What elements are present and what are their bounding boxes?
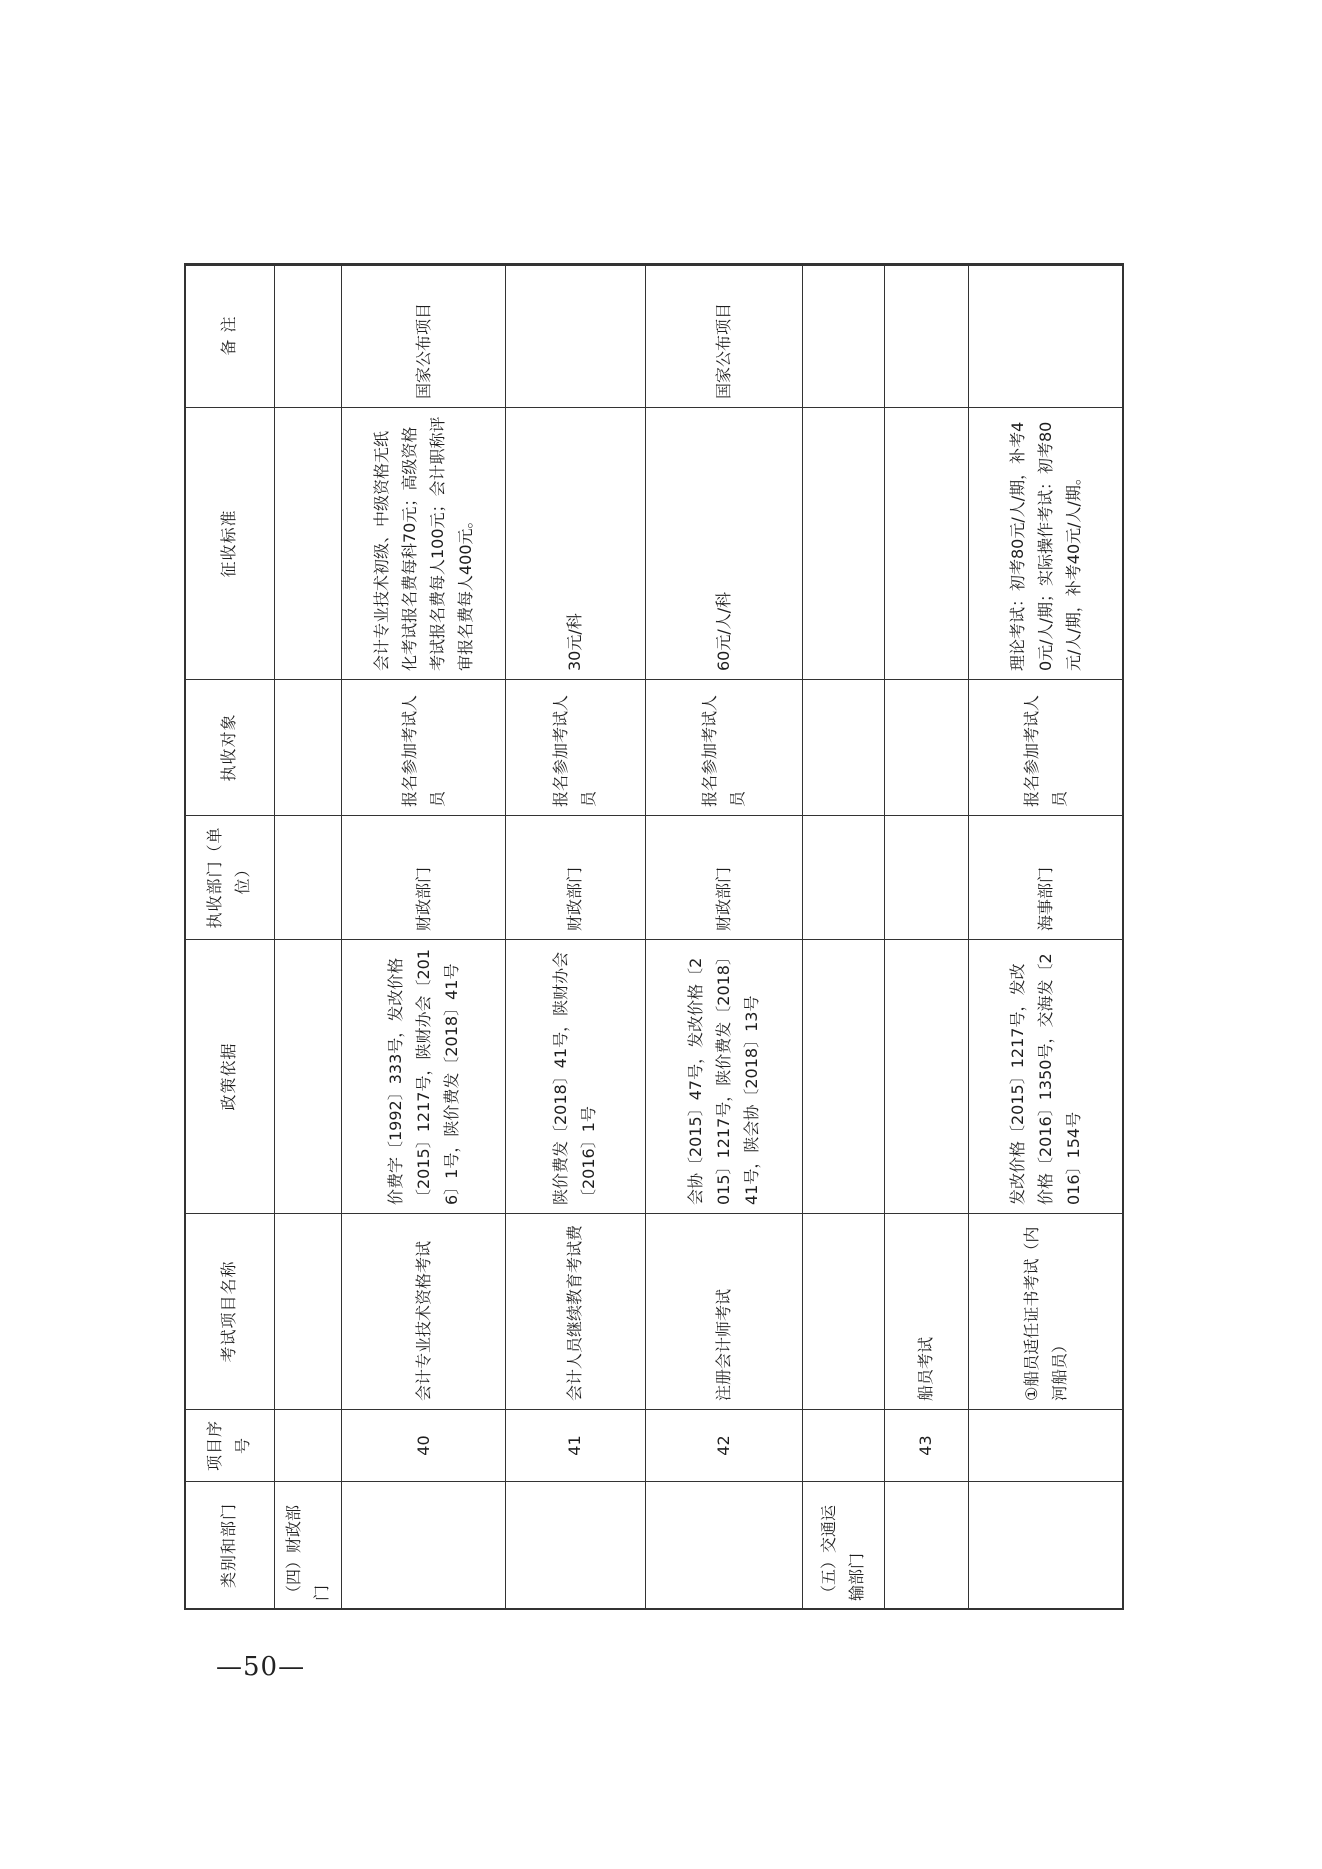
header-seq: 项目序号 xyxy=(185,1410,275,1482)
cell-target xyxy=(884,680,968,816)
table-row-42 xyxy=(645,264,802,1610)
cell-remark: 国家公布项目 xyxy=(645,264,802,408)
cell-dept xyxy=(884,816,968,940)
cell-category xyxy=(645,1482,802,1610)
cell-category xyxy=(968,1482,1123,1610)
header-category: 类别和部门 xyxy=(185,1482,275,1610)
cell-name: 会计专业技术资格考试 xyxy=(342,1214,506,1410)
cell-dept xyxy=(274,816,342,940)
exam-fee-table xyxy=(184,263,1124,1610)
cell-standard: 理论考试：初考80元/人/期，补考40元/人/期；实际操作考试：初考80元/人/期，补考40元/人/期。 xyxy=(968,408,1123,680)
cell-name xyxy=(802,1214,884,1410)
cell-basis: 发改价格〔2015〕1217号，发改价格〔2016〕1350号，交海发〔2016〕154号 xyxy=(968,940,1123,1214)
cell-standard: 会计专业技术初级、中级资格无纸化考试报名费每科70元；高级资格考试报名费每人100元；会计职称评审报名费每人400元。 xyxy=(342,408,506,680)
cell-seq: 41 xyxy=(506,1410,646,1482)
cell-category: （五）交通运输部门 xyxy=(802,1482,884,1610)
cell-seq xyxy=(802,1410,884,1482)
table-header-row xyxy=(185,264,275,1610)
cell-target xyxy=(802,680,884,816)
table-row-43 xyxy=(884,264,968,1610)
cell-basis: 陕价费发〔2018〕41号，陕财办会〔2016〕1号 xyxy=(506,940,646,1214)
table-row-finance-category xyxy=(274,264,342,1610)
cell-remark: 国家公布项目 xyxy=(342,264,506,408)
cell-category xyxy=(884,1482,968,1610)
cell-seq xyxy=(968,1410,1123,1482)
cell-seq xyxy=(274,1410,342,1482)
cell-seq: 40 xyxy=(342,1410,506,1482)
cell-dept: 财政部门 xyxy=(645,816,802,940)
cell-dept: 财政部门 xyxy=(342,816,506,940)
cell-basis: 会协〔2015〕47号，发改价格〔2015〕1217号，陕价费发〔2018〕41号，陕会协〔2018〕13号 xyxy=(645,940,802,1214)
cell-basis: 价费字〔1992〕333号，发改价格〔2015〕1217号，陕财办会〔2016〕1号，陕价费发〔2018〕41号 xyxy=(342,940,506,1214)
header-name: 考试项目名称 xyxy=(185,1214,275,1410)
cell-standard xyxy=(274,408,342,680)
cell-seq: 42 xyxy=(645,1410,802,1482)
header-remark: 备 注 xyxy=(185,264,275,408)
header-basis: 政策依据 xyxy=(185,940,275,1214)
cell-dept: 财政部门 xyxy=(506,816,646,940)
cell-seq: 43 xyxy=(884,1410,968,1482)
rotated-table-container xyxy=(184,264,1124,1610)
cell-standard: 30元/科 xyxy=(506,408,646,680)
cell-target: 报名参加考试人员 xyxy=(506,680,646,816)
cell-target: 报名参加考试人员 xyxy=(968,680,1123,816)
cell-remark xyxy=(968,264,1123,408)
table-row-43-1 xyxy=(968,264,1123,1610)
cell-target: 报名参加考试人员 xyxy=(645,680,802,816)
cell-name: ①船员适任证书考试（内河船员） xyxy=(968,1214,1123,1410)
cell-remark xyxy=(802,264,884,408)
table-row-transport-category xyxy=(802,264,884,1610)
cell-target xyxy=(274,680,342,816)
cell-basis xyxy=(274,940,342,1214)
page-number: —50— xyxy=(216,1652,306,1682)
cell-standard xyxy=(802,408,884,680)
cell-category xyxy=(506,1482,646,1610)
cell-dept: 海事部门 xyxy=(968,816,1123,940)
cell-basis xyxy=(802,940,884,1214)
cell-remark xyxy=(884,264,968,408)
cell-target: 报名参加考试人员 xyxy=(342,680,506,816)
cell-remark xyxy=(506,264,646,408)
cell-name xyxy=(274,1214,342,1410)
cell-standard: 60元/人/科 xyxy=(645,408,802,680)
cell-standard xyxy=(884,408,968,680)
cell-name: 船员考试 xyxy=(884,1214,968,1410)
header-target: 执收对象 xyxy=(185,680,275,816)
cell-dept xyxy=(802,816,884,940)
cell-category: （四）财政部门 xyxy=(274,1482,342,1610)
cell-remark xyxy=(274,264,342,408)
cell-category xyxy=(342,1482,506,1610)
header-dept: 执收部门（单位） xyxy=(185,816,275,940)
cell-name: 注册会计师考试 xyxy=(645,1214,802,1410)
table-row-41 xyxy=(506,264,646,1610)
header-standard: 征收标准 xyxy=(185,408,275,680)
cell-name: 会计人员继续教育考试费 xyxy=(506,1214,646,1410)
table-row-40 xyxy=(342,264,506,1610)
cell-basis xyxy=(884,940,968,1214)
